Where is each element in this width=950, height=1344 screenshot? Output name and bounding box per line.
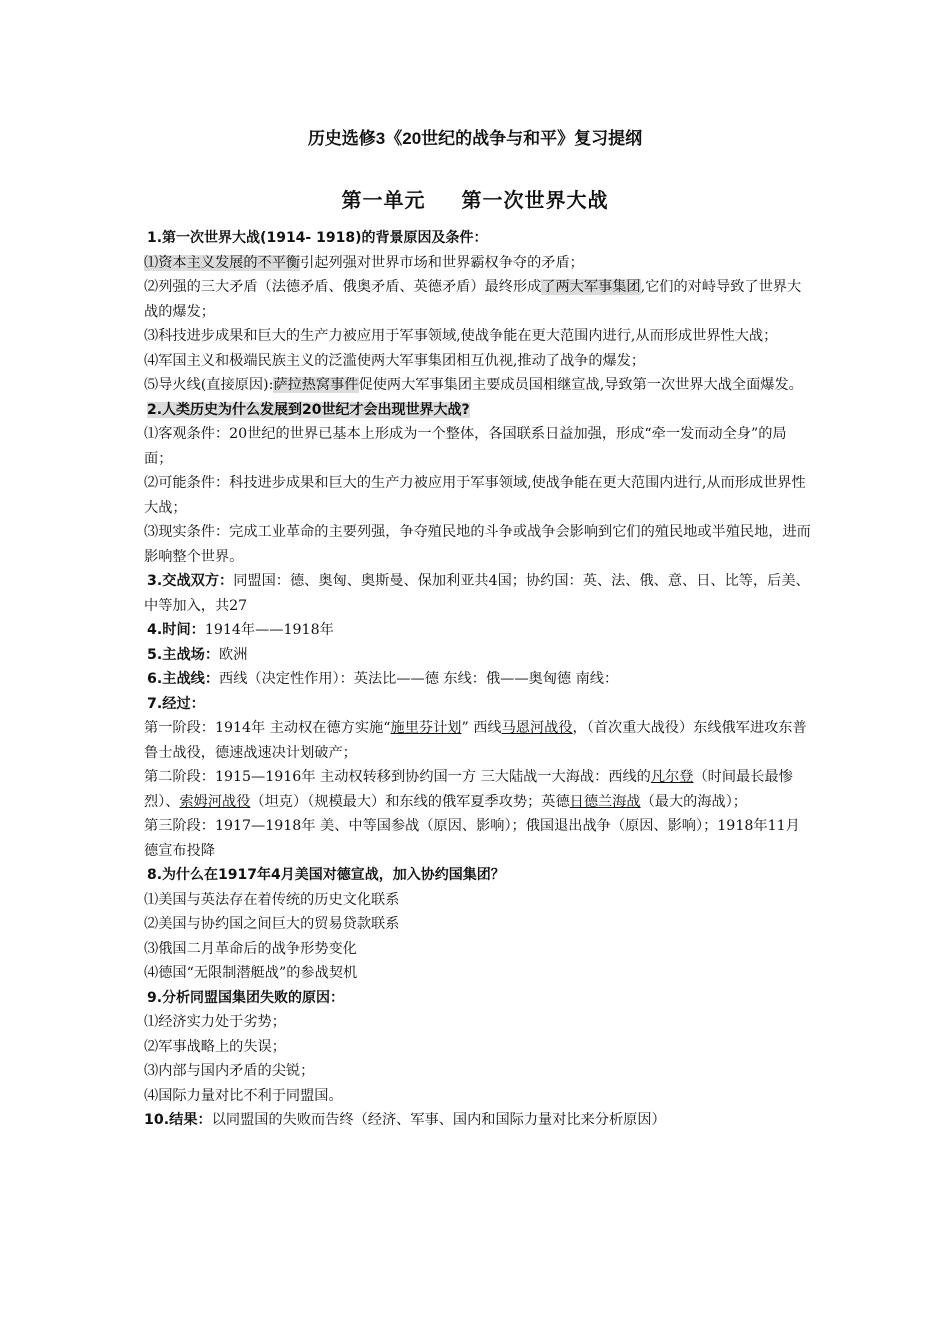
q10 xyxy=(144,1108,812,1133)
q8-heading: 8.为什么在1917年4月美国对德宣战，加入协约国集团？ xyxy=(147,867,505,883)
label: 7.经过： xyxy=(147,695,205,712)
q4 xyxy=(144,618,812,643)
label: 6.主战线： xyxy=(147,671,220,687)
q8-item: ⑷德国“无限制潜艇战”的参战契机 xyxy=(144,965,358,981)
unit-name: 第一次世界大战 xyxy=(461,188,609,212)
highlight-text: 2.人类历史为什么发展到20世纪才会出现世界大战? xyxy=(147,401,470,418)
text: 欧洲 xyxy=(219,646,248,663)
highlight-text: ⑴资本主义发展的不平衡 xyxy=(144,254,301,271)
text: ,它们的对峙导致了世界大战的爆发； xyxy=(144,279,802,320)
text: ” 西线 xyxy=(461,720,502,736)
q7-stage-3: 第三阶段：1917—1918年 美、中等国参战（原因、影响）；俄国退出战争（原因、影响）；1918年11月德宣布投降 xyxy=(144,818,800,859)
text: （坦克）（规模最大）和东线的俄军夏季攻势；英德 xyxy=(250,793,570,810)
q8-item: ⑶俄国二月革命后的战争形势变化 xyxy=(144,940,357,957)
text: 促使两大军事集团主要成员国相继宣战,导致第一次世界大战全面爆发。 xyxy=(358,377,803,393)
q1-heading: 1.第一次世界大战(1914- 1918)的背景原因及条件： xyxy=(147,230,488,246)
underlined-text: 马恩河战役 xyxy=(501,720,573,736)
text: 以同盟国的失败而告终（经济、军事、国内和国际力量对比来分析原因） xyxy=(211,1112,666,1128)
label: 4.时间： xyxy=(147,622,205,638)
q7-stage-2 xyxy=(144,765,812,814)
q8-item: ⑴美国与英法存在着传统的历史文化联系 xyxy=(144,891,400,908)
q9-item: ⑴经济实力处于劣势； xyxy=(144,1014,286,1030)
text: 引起列强对世界市场和世界霸权争夺的矛盾； xyxy=(300,254,584,271)
text: 同盟国：德、奥匈、奥斯曼、保加利亚共4国；协约国：英、法、俄、意、日、比等，后美、中等加入，共27 xyxy=(144,573,810,614)
text: 第一阶段：1914年 主动权在德方实施“ xyxy=(144,720,391,736)
document-title: 历史选修3《20世纪的战争与和平》复习提纲 xyxy=(307,129,643,148)
highlight-text: 了两大军事集团 xyxy=(541,279,641,295)
q1-item-4: ⑷军国主义和极端民族主义的泛滥使两大军事集团相互仇视,推动了战争的爆发； xyxy=(144,352,646,369)
q9-item: ⑷国际力量对比不利于同盟国。 xyxy=(144,1087,343,1104)
q3 xyxy=(144,569,812,618)
label: 10.结果： xyxy=(144,1112,212,1128)
q9-item: ⑵军事战略上的失误； xyxy=(144,1038,286,1055)
text: （最大的海战）； xyxy=(640,793,747,810)
q2-item-3: ⑶现实条件：完成工业革命的主要列强，争夺殖民地的斗争或战争会影响到它们的殖民地或半殖民地，进而影响整个世界。 xyxy=(144,524,811,565)
underlined-text: 施里芬计划 xyxy=(390,720,462,736)
unit-number: 第一单元 xyxy=(341,188,426,212)
q2-item-1: ⑴客观条件：20世纪的世界已基本上形成为一个整体，各国联系日益加强，形成“牵一发而动全身”的局面； xyxy=(144,426,787,467)
q5 xyxy=(144,643,812,668)
q1-item-2 xyxy=(144,275,812,324)
q7-heading xyxy=(144,692,812,717)
text: 第二阶段：1915—1916年 主动权转移到协约国一方 三大陆战一大海战：西线的 xyxy=(144,769,651,785)
text: ，（首次重大战役）东线俄军进攻东普鲁士战役，德速战速决计划破产； xyxy=(144,720,807,761)
label: 3.交战双方： xyxy=(147,573,234,589)
q1-item-1 xyxy=(144,251,812,276)
label: 5.主战场： xyxy=(147,646,220,663)
q6 xyxy=(144,667,812,692)
document-body xyxy=(144,226,812,1133)
highlight-text: 萨拉热窝事件 xyxy=(273,377,359,393)
underlined-text: 凡尔登 xyxy=(650,769,694,785)
underlined-text: 日德兰海战 xyxy=(569,793,641,810)
text: ⑵列强的三大矛盾（法德矛盾、俄奥矛盾、英德矛盾）最终形成 xyxy=(144,279,542,295)
q8-item: ⑵美国与协约国之间巨大的贸易贷款联系 xyxy=(144,916,400,932)
q1-item-3: ⑶科技进步成果和巨大的生产力被应用于军事领域,使战争能在更大范围内进行,从而形成世界性大战； xyxy=(144,328,778,344)
q2-heading xyxy=(144,398,812,423)
text: 1914年——1918年 xyxy=(204,622,334,638)
underlined-text: 索姆河战役 xyxy=(179,793,251,810)
text: 西线（决定性作用）：英法比——德 东线：俄——奥匈德 南线： xyxy=(219,671,619,687)
q2-item-2: ⑵可能条件：科技进步成果和巨大的生产力被应用于军事领域,使战争能在更大范围内进行,从而形成世界性大战； xyxy=(144,475,806,516)
unit-title xyxy=(0,186,950,214)
q7-stage-1 xyxy=(144,716,812,765)
text: （时间最长最惨烈）、 xyxy=(144,769,793,810)
q9-heading: 9.分析同盟国集团失败的原因： xyxy=(147,989,345,1006)
text: ⑸导火线(直接原因): xyxy=(144,377,274,393)
q9-item: ⑶内部与国内矛盾的尖锐； xyxy=(144,1063,315,1079)
q1-item-5 xyxy=(144,373,812,398)
